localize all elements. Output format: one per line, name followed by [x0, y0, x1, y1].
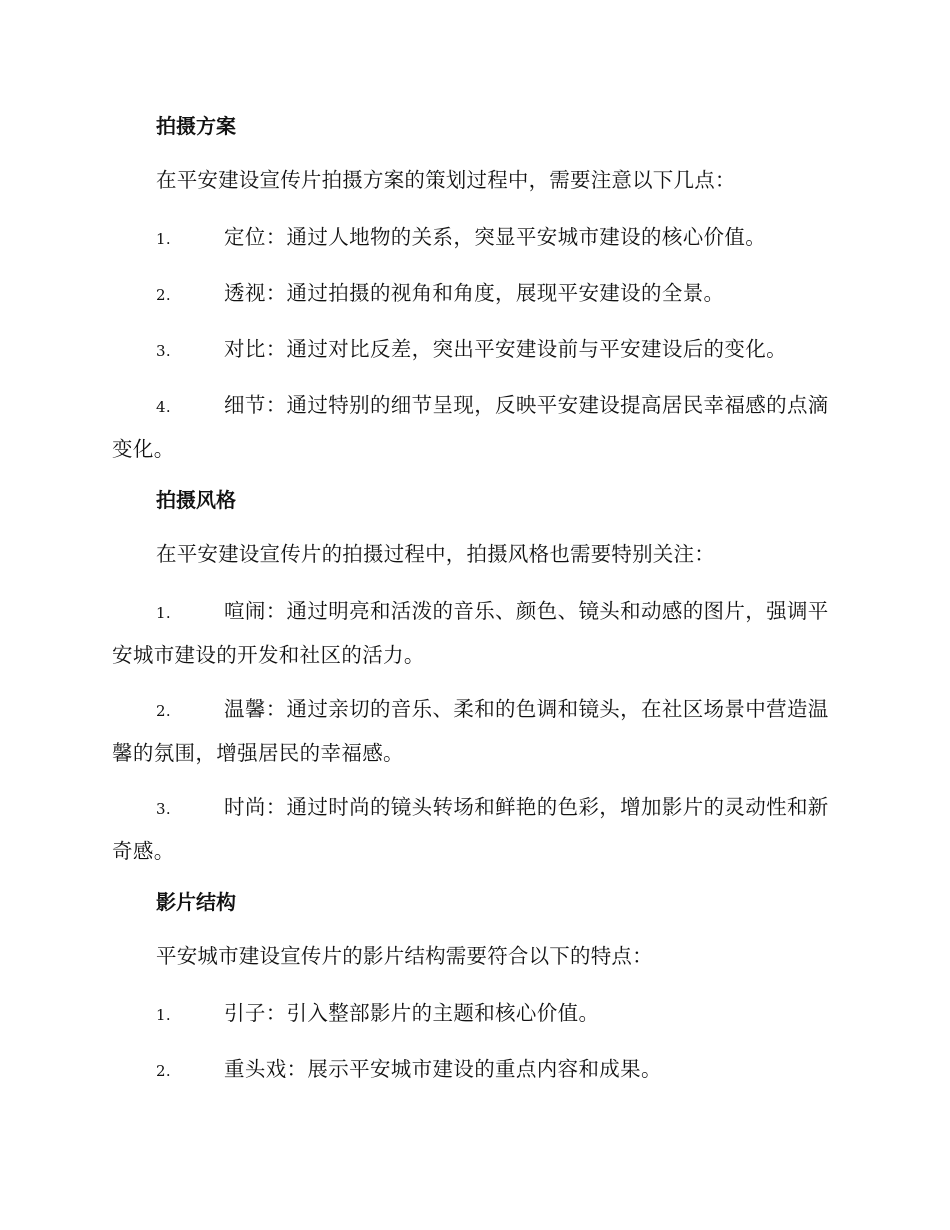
list-item — [112, 590, 834, 676]
list-text: 细节：通过特别的细节呈现，反映平安建设提高居民幸福感的点滴变化。 — [112, 393, 829, 461]
list-item — [112, 216, 834, 260]
list-text: 对比：通过对比反差，突出平安建设前与平安建设后的变化。 — [224, 337, 787, 361]
list-number: 2. — [156, 1062, 172, 1080]
list-text: 重头戏：展示平安城市建设的重点内容和成果。 — [224, 1057, 662, 1081]
list-text: 定位：通过人地物的关系，突显平安城市建设的核心价值。 — [224, 225, 767, 249]
list-number: 4. — [156, 398, 172, 416]
list-item — [112, 328, 834, 372]
list-number: 3. — [156, 800, 172, 818]
list-number: 2. — [156, 702, 172, 720]
list-item — [112, 992, 834, 1036]
list-item — [112, 688, 834, 774]
list-item — [112, 272, 834, 316]
list-number: 3. — [156, 342, 172, 360]
list-item — [112, 384, 834, 470]
list-item — [112, 786, 834, 872]
list-text: 喧闹：通过明亮和活泼的音乐、颜色、镜头和动感的图片，强调平安城市建设的开发和社区的活力。 — [112, 599, 829, 667]
list-item — [112, 1048, 834, 1092]
list-number: 2. — [156, 286, 172, 304]
list-number: 1. — [156, 230, 172, 248]
section-heading: 拍摄风格 — [156, 488, 236, 512]
section-intro: 平安城市建设宣传片的影片结构需要符合以下的特点： — [156, 944, 653, 968]
list-text: 温馨：通过亲切的音乐、柔和的色调和镜头，在社区场景中营造温馨的氛围，增强居民的幸福感。 — [112, 697, 829, 765]
section-shooting-plan — [112, 108, 834, 470]
list-text: 时尚：通过时尚的镜头转场和鲜艳的色彩，增加影片的灵动性和新奇感。 — [112, 795, 829, 863]
list-number: 1. — [156, 604, 172, 622]
list-number: 1. — [156, 1006, 172, 1024]
list-text: 引子：引入整部影片的主题和核心价值。 — [224, 1001, 600, 1025]
section-shooting-style — [112, 482, 834, 872]
section-intro: 在平安建设宣传片的拍摄过程中，拍摄风格也需要特别关注： — [156, 542, 715, 566]
list-text: 透视：通过拍摄的视角和角度，展现平安建设的全景。 — [224, 281, 725, 305]
section-heading: 影片结构 — [156, 890, 236, 914]
section-heading: 拍摄方案 — [156, 114, 236, 138]
section-film-structure — [112, 884, 834, 1092]
section-intro: 在平安建设宣传片拍摄方案的策划过程中，需要注意以下几点： — [156, 168, 736, 192]
document-body — [112, 108, 834, 1104]
